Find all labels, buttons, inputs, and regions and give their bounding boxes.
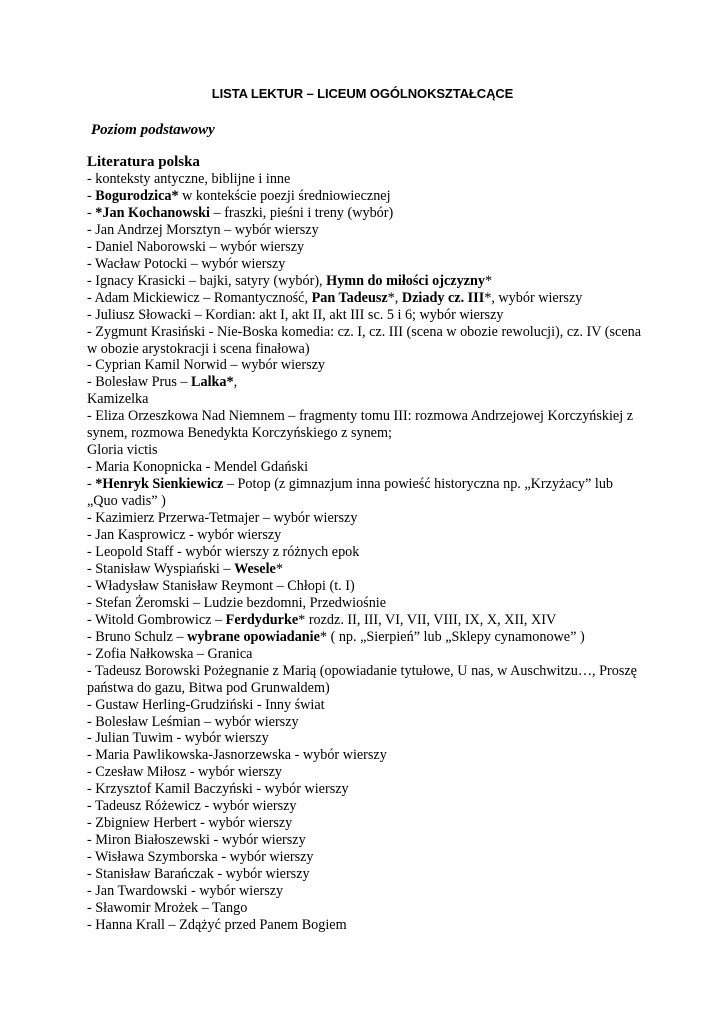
list-item-text: * rozdz. II, III, VI, VII, VIII, IX, X, XII, XIV — [298, 611, 557, 628]
list-item-text: - Tadeusz Borowski Pożegnanie z Marią (opowiadanie tytułowe, U nas, w Auschwitzu…, Proszę państwa do gazu, Bitwa pod Grunwaldem) — [87, 662, 637, 696]
list-item-text: * ( np. „Sierpień” lub „Sklepy cynamonowe” ) — [319, 628, 585, 645]
list-item-text: - Maria Konopnicka - Mendel Gdański — [87, 459, 309, 476]
list-item-text: *, wybór wierszy — [484, 289, 583, 306]
list-item-bold-text: Hymn do miłości ojczyzny — [326, 272, 485, 289]
list-item — [87, 663, 647, 697]
list-item-text: w kontekście poezji średniowiecznej — [178, 187, 391, 204]
list-item-bold-text: wybrane opowiadanie — [187, 628, 320, 645]
list-item-text: Kamizelka — [87, 391, 149, 408]
list-item-text: - Stefan Żeromski – Ludzie bezdomni, Przedwiośnie — [87, 594, 387, 611]
list-item — [87, 442, 647, 459]
list-item-bold-text: Wesele — [234, 560, 276, 577]
list-item-text: - Leopold Staff - wybór wierszy z różnych epok — [87, 543, 360, 560]
list-item-text: - Bolesław Prus – — [87, 374, 192, 391]
list-item-text: - Daniel Naborowski – wybór wierszy — [87, 238, 305, 255]
list-item-text: - Gustaw Herling-Grudziński - Inny świat — [87, 696, 325, 713]
list-item-text: - Zofia Nałkowska – Granica — [87, 645, 253, 662]
list-item — [87, 764, 647, 781]
list-item — [87, 256, 647, 273]
list-item-text: - Tadeusz Różewicz - wybór wierszy — [87, 798, 297, 815]
list-item-bold-text: *Jan Kochanowski — [95, 204, 210, 221]
list-item-text: - Hanna Krall – Zdążyć przed Panem Bogiem — [87, 916, 347, 933]
list-item-text: - Stanisław Barańczak - wybór wierszy — [87, 866, 310, 883]
list-item-bold-text: Dziady cz. III — [401, 289, 485, 306]
list-item-text: - Zbigniew Herbert - wybór wierszy — [87, 815, 293, 832]
list-item-text: - konteksty antyczne, biblijne i inne — [87, 171, 291, 187]
list-item — [87, 595, 647, 612]
section-heading: Literatura polska — [87, 154, 200, 170]
list-item-text: - — [87, 187, 96, 204]
reading-list — [87, 171, 647, 934]
list-item — [87, 900, 647, 917]
list-item — [87, 781, 647, 798]
list-item — [87, 815, 647, 832]
list-item-text: - Stanisław Wyspiański – — [87, 560, 235, 577]
list-item — [87, 324, 647, 358]
list-item-text: - Adam Mickiewicz – Romantyczność, — [87, 289, 312, 306]
page-title: LISTA LEKTUR – LICEUM OGÓLNOKSZTAŁCĄCE — [211, 86, 514, 101]
list-item-text: - — [87, 204, 96, 221]
list-item-text: - Eliza Orzeszkowa Nad Niemnem – fragmenty tomu III: rozmowa Andrzejowej Korczyńskiej z synem, rozmowa Benedykta Korczyńskiego z synem; — [87, 408, 634, 442]
list-item — [87, 714, 647, 731]
list-item — [87, 510, 647, 527]
list-item-text: - Ignacy Krasicki – bajki, satyry (wybór), — [87, 272, 327, 289]
list-item-text: - Witold Gombrowicz – — [87, 611, 226, 628]
list-item-text: * — [275, 560, 283, 577]
list-item — [87, 239, 647, 256]
list-item — [87, 798, 647, 815]
list-item — [87, 290, 647, 307]
list-item — [87, 544, 647, 561]
list-item-text: - Kazimierz Przerwa-Tetmajer – wybór wierszy — [87, 510, 358, 527]
list-item-text: - Julian Tuwim - wybór wierszy — [87, 730, 269, 747]
list-item — [87, 307, 647, 324]
list-item — [87, 866, 647, 883]
list-item-text: - Sławomir Mrożek – Tango — [87, 899, 248, 916]
list-item — [87, 476, 647, 510]
list-item — [87, 171, 647, 188]
list-item — [87, 561, 647, 578]
list-item-text: - Jan Kasprowicz - wybór wierszy — [87, 527, 282, 544]
list-item — [87, 391, 647, 408]
list-item — [87, 646, 647, 663]
list-item-text: - Władysław Stanisław Reymont – Chłopi (t. I) — [87, 577, 355, 594]
list-item-text: *, — [387, 289, 402, 306]
list-item — [87, 747, 647, 764]
list-item-bold-text: Lalka* — [191, 374, 234, 391]
list-item — [87, 849, 647, 866]
list-item — [87, 357, 647, 374]
list-item-text: - Bolesław Leśmian – wybór wierszy — [87, 713, 299, 730]
list-item — [87, 832, 647, 849]
list-item — [87, 273, 647, 290]
list-item-text: - Miron Białoszewski - wybór wierszy — [87, 832, 306, 849]
list-item-text: * — [484, 272, 493, 289]
list-item-text: - Juliusz Słowacki – Kordian: akt I, akt II, akt III sc. 5 i 6; wybór wierszy — [87, 306, 504, 323]
list-item-text: - Wisława Szymborska - wybór wierszy — [87, 849, 314, 866]
list-item-text: - Zygmunt Krasiński - Nie-Boska komedia: cz. I, cz. III (scena w obozie rewolucji), cz. IV (scena w obozie arystokracji i scena finałowa) — [87, 323, 642, 357]
list-item-text: - Jan Andrzej Morsztyn – wybór wierszy — [87, 221, 319, 238]
list-item-text: - Czesław Miłosz - wybór wierszy — [87, 764, 283, 781]
list-item-text: , — [233, 374, 238, 391]
list-item — [87, 222, 647, 239]
list-item — [87, 408, 647, 442]
list-item — [87, 527, 647, 544]
list-item — [87, 205, 647, 222]
list-item-text: - Wacław Potocki – wybór wierszy — [87, 255, 286, 272]
list-item-text: - Maria Pawlikowska-Jasnorzewska - wybór wierszy — [87, 747, 387, 764]
list-item — [87, 629, 647, 646]
list-item — [87, 697, 647, 714]
list-item-text: - Cyprian Kamil Norwid – wybór wierszy — [87, 357, 325, 374]
list-item — [87, 730, 647, 747]
list-item — [87, 578, 647, 595]
list-item-bold-text: *Henryk Sienkiewicz — [95, 476, 224, 493]
level-heading: Poziom podstawowy — [91, 122, 215, 138]
list-item-bold-text: Pan Tadeusz — [311, 289, 388, 306]
list-item — [87, 459, 647, 476]
list-item-text: – Potop (z gimnazjum inna powieść historyczna np. „Krzyżacy” lub „Quo vadis” ) — [87, 476, 614, 510]
list-item-bold-text: Ferdydurke — [225, 611, 299, 628]
list-item-text: - Jan Twardowski - wybór wierszy — [87, 883, 284, 900]
list-item-text: – fraszki, pieśni i treny (wybór) — [210, 204, 394, 221]
list-item-bold-text: Bogurodzica* — [95, 187, 179, 204]
list-item-text: Gloria victis — [87, 442, 158, 459]
list-item-text: - — [87, 476, 96, 493]
list-item — [87, 883, 647, 900]
list-item-text: - Krzysztof Kamil Baczyński - wybór wierszy — [87, 781, 349, 798]
list-item-text: - Bruno Schulz – — [87, 628, 188, 645]
list-item — [87, 917, 647, 934]
list-item — [87, 374, 647, 391]
list-item — [87, 612, 647, 629]
list-item — [87, 188, 647, 205]
